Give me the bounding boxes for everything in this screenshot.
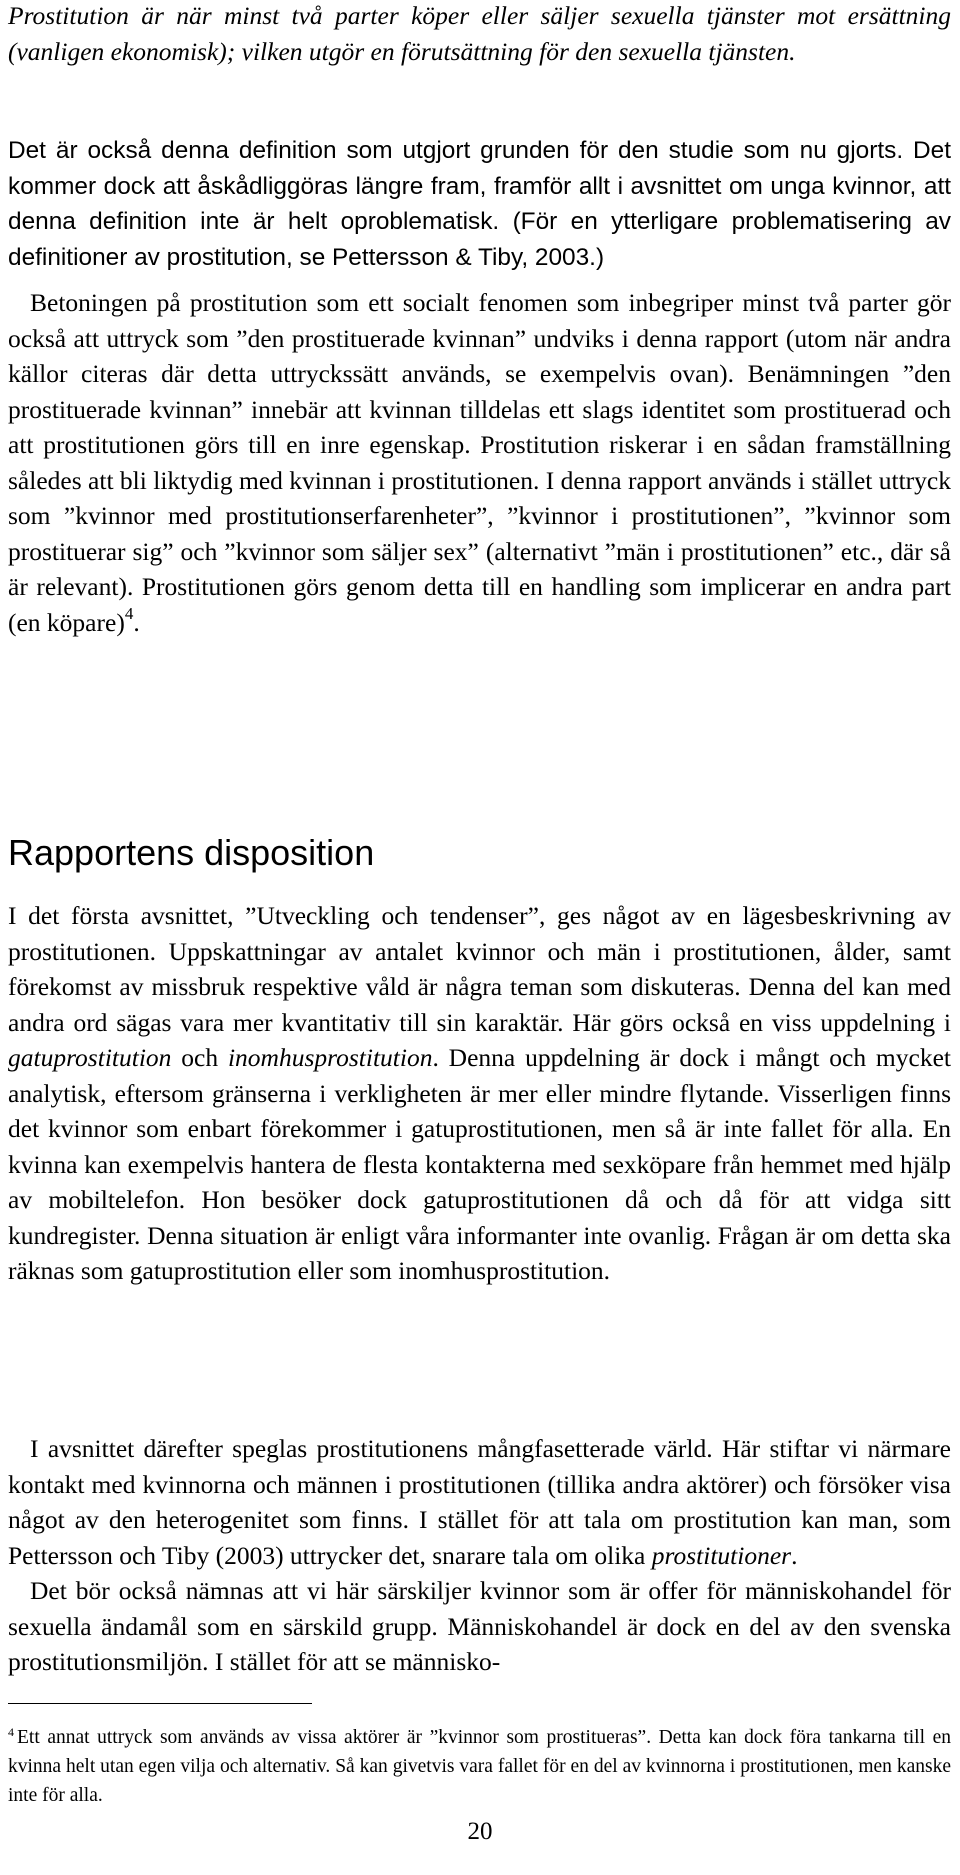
footnote-separator bbox=[8, 1703, 312, 1704]
period: . bbox=[432, 1043, 439, 1072]
term-street-prostitution: gatuprostitution bbox=[8, 1043, 172, 1072]
sentence-informants: Denna situation är enligt våra informanter inte ovanlig. bbox=[140, 1220, 712, 1250]
sentence-analytic: Denna uppdelning är dock i mångt och mycket analytisk, eftersom gränserna i verkligheten är mer eller mindre flytande. bbox=[8, 1043, 951, 1108]
conjunction: och bbox=[171, 1043, 228, 1072]
sentence-emphasis: Betoningen på prostitution som ett socialt fenomen som inbegriper minst två parter gör också att uttryck som ”den prostituerade kvinnan” undviks i denna rapport (utom när andra källor citeras där detta uttryckssätt används, se exempelvis ovan). bbox=[8, 288, 951, 388]
sentence-first-section: I det första avsnittet, ”Utveckling och tendenser”, ges något av en lägesbeskrivning av prostitutionen. bbox=[8, 901, 951, 966]
paragraph-next-section bbox=[8, 1431, 951, 1573]
sentence-some-women: Visserligen finns det kvinnor som enbart förekommer i gatuprostitutionen, men så är inte fallet för alla. bbox=[8, 1078, 951, 1143]
sentence-risk: Prostitution riskerar i en sådan framställning således att bli liktydig med kvinnan i prostitutionen. bbox=[8, 430, 951, 495]
footnote-text: Ett annat uttryck som används av vissa aktörer är ”kvinnor som prostitueras”. Detta kan dock föra tankarna till en kvinna helt utan egen vilja och alternativ. Så kan givetvis vara fallet för en del av kvinnorna i prostitutionen, men kanske inte för alla. bbox=[8, 1727, 951, 1806]
page-number: 20 bbox=[467, 1818, 493, 1845]
sentence-end: . bbox=[791, 1540, 798, 1570]
footnote bbox=[8, 1718, 951, 1810]
sentence-world: I avsnittet därefter speglas prostitutionens mångfasetterade värld. bbox=[30, 1434, 713, 1463]
term-indoor-prostitution: inomhusprostitution bbox=[227, 1043, 433, 1072]
footnote-reference: 4 bbox=[124, 603, 134, 623]
sentence-mobile: En kvinna kan exempelvis hantera de flesta kontakterna med sexköpare från hemmet med hjälp av mobiltelefon. bbox=[8, 1114, 951, 1214]
sentence-identity: Benämningen ”den prostituerade kvinnan” innebär att kvinnan tilldelas ett slags identitet som prostituerad och att prostitutionen görs till en inre egenskap. bbox=[8, 359, 951, 459]
sentence-usage: I denna rapport används i stället uttryck som ”kvinnor med prostitutionserfarenheter”, ”kvinnor i prostitutionen”, ”kvinnor som prostituerar sig” och ”kvinnor som säljer sex” (alternativt ”män i prostitutionen” etc., där så är relevant). Prostitutionen görs genom detta till en handling som implicerar en andra part (en köpare) bbox=[8, 465, 951, 637]
sentence-trafficking-part: Människohandel är dock en del av den svenska prostitutionsmiljön. bbox=[8, 1611, 951, 1676]
sentence-contact: Här stiftar vi närmare kontakt med kvinnorna och männen i prostitutionen (tillika andra aktörer) och försöker visa något av den heterogenitet som finns. bbox=[8, 1434, 951, 1534]
sentence-victims: Det bör också nämnas att vi här särskiljer kvinnor som är offer för människohandel för sexuella ändamål som en särskild grupp. bbox=[8, 1576, 951, 1641]
sentence-instead: I stället för att tala om prostitution kan man, som Pettersson och Tiby (2003) uttrycker det, snarare tala om olika bbox=[8, 1505, 951, 1570]
sentence-end: . bbox=[133, 607, 140, 637]
paragraph-definition-basis bbox=[8, 133, 951, 275]
paragraph-trafficking bbox=[8, 1573, 951, 1680]
sentence-continued: I stället för att se människo- bbox=[208, 1647, 501, 1676]
paragraph-disposition bbox=[8, 898, 951, 1289]
sentence-quantitative: Denna del kan med andra ord sägas vara mer kvantitativ till sin karaktär. bbox=[8, 972, 951, 1037]
paragraph-terminology bbox=[8, 285, 951, 640]
sentence-division: Här görs också en viss uppdelning i bbox=[563, 1007, 951, 1037]
sentence-estimates: Uppskattningar av antalet kvinnor och män i prostitutionen, ålder, samt förekomst av missbruk respektive våld är några teman som diskuteras. bbox=[8, 936, 951, 1001]
definition-paragraph bbox=[8, 0, 951, 69]
footnote-number: 4 bbox=[8, 1725, 14, 1739]
sentence-question: Frågan är om detta ska räknas som gatuprostitution eller som inomhusprostitution. bbox=[8, 1220, 951, 1285]
section-heading: Rapportens disposition bbox=[8, 832, 375, 873]
definition-text: Prostitution är när minst två parter köper eller säljer sexuella tjänster mot ersättning (vanligen ekonomisk); vilken utgör en förutsättning för den sexuella tjänsten. bbox=[8, 1, 951, 66]
term-prostitutions: prostitutioner bbox=[651, 1540, 792, 1570]
sentence-visits: Hon besöker dock gatuprostitutionen då och då för att vidga sitt kundregister. bbox=[8, 1185, 951, 1250]
paragraph-text: Det är också denna definition som utgjort grunden för den studie som nu gjorts. Det kommer dock att åskådliggöras längre fram, framför allt i avsnittet om unga kvinnor, att denna definition inte är helt oproblematisk. (För en ytterligare problematisering av definitioner av prostitution, se Pettersson & Tiby, 2003.) bbox=[8, 137, 951, 271]
